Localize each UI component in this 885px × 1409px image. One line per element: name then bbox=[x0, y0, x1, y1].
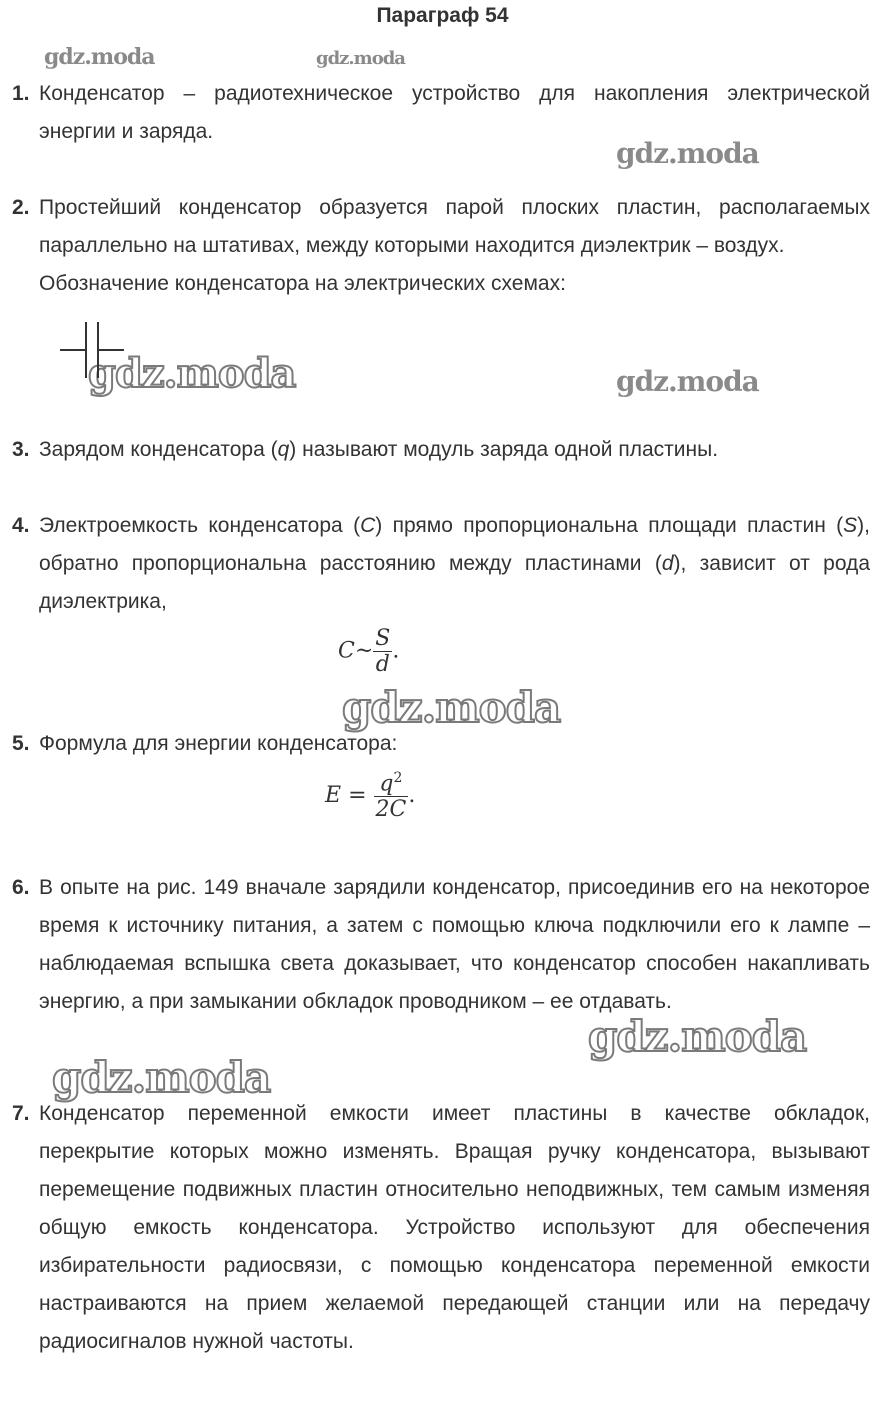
item-text: Электроемкость конденсатора (C) прямо пропорциональна площади пластин (S), обратно пропорциональна расстоянию между пластинами (d), зависит от рода диэлектрика, bbox=[39, 514, 870, 613]
watermark: gdz.moda bbox=[316, 48, 405, 69]
watermark: gdz.moda bbox=[342, 683, 561, 732]
capacitor-symbol-icon bbox=[60, 320, 130, 380]
item-number: 3. bbox=[12, 438, 30, 461]
item-text: Конденсатор – радиотехническое устройство для накопления электрической энергии и заряда. bbox=[39, 82, 870, 143]
item-text: Конденсатор переменной емкости имеет пластины в качестве обкладок, перекрытие которых можно изменять. Вращая ручку конденсатора, вызывают перемещение подвижных пластин относительно неподвижных, тем самым изменяя общую емкость конденсатора. Устройство используют для обеспечения избирательности радиосвязи, с помощью конденсатора переменной емкости настраиваются на прием желаемой передающей станции или на передачу радиосигналов нужной частоты. bbox=[39, 1102, 870, 1353]
watermark: gdz.moda bbox=[588, 1012, 807, 1061]
watermark: gdz.moda bbox=[44, 44, 155, 70]
item-number: 2. bbox=[12, 196, 30, 219]
item-text: Формула для энергии конденсатора: bbox=[39, 732, 398, 755]
item-text: Простейший конденсатор образуется парой плоских пластин, располагаемых параллельно на штативах, между которыми находится диэлектрик – воздух. Обозначение конденсатора на электрических схемах: bbox=[39, 196, 870, 295]
watermark: gdz.moda bbox=[616, 365, 759, 398]
formula-capacitance: C~ $\frac{S}{d}$ . bbox=[338, 626, 400, 677]
item-number: 4. bbox=[12, 514, 30, 537]
item-number: 1. bbox=[12, 82, 30, 105]
item-number: 7. bbox=[12, 1102, 30, 1125]
formula-energy: E = $\frac{q^2}{2C}$ . bbox=[325, 770, 416, 823]
watermark: gdz.moda bbox=[88, 350, 296, 397]
item-number: 5. bbox=[12, 732, 30, 755]
watermark: gdz.moda bbox=[52, 1053, 271, 1102]
item-number: 6. bbox=[12, 876, 30, 899]
item-text: Зарядом конденсатора (q) называют модуль заряда одной пластины. bbox=[39, 438, 719, 461]
watermark: gdz.moda bbox=[616, 137, 759, 170]
page-title: Параграф 54 bbox=[376, 4, 509, 27]
item-text: В опыте на рис. 149 вначале зарядили конденсатор, присоединив его на некоторое время к источнику питания, а затем с помощью ключа подключили его к лампе – наблюдаемая вспышка света доказывает, что конденсатор способен накапливать энергию, а при замыкании обкладок проводником – ее отдавать. bbox=[39, 876, 870, 1013]
